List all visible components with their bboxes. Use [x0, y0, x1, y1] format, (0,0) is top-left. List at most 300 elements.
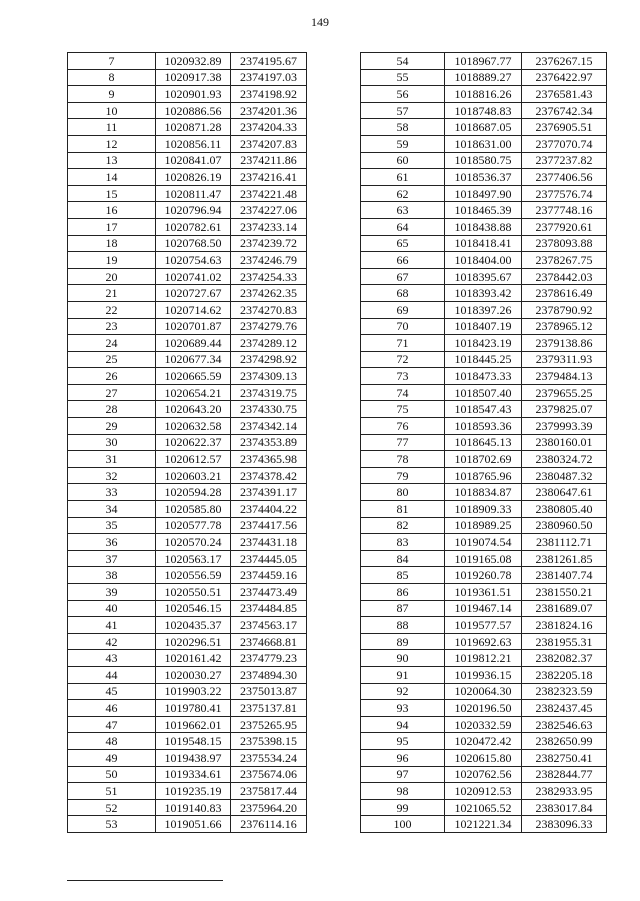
table-row	[361, 683, 607, 700]
x-coordinate-cell: 1020796.94	[156, 202, 231, 219]
x-coordinate-cell: 1020782.61	[156, 218, 231, 235]
x-coordinate-cell: 1018445.25	[445, 351, 522, 368]
point-number-cell: 18	[68, 235, 156, 252]
x-coordinate-cell: 1020594.28	[156, 484, 231, 501]
coordinates-table-right-body	[361, 53, 607, 833]
x-coordinate-cell: 1018397.26	[445, 301, 522, 318]
x-coordinate-cell: 1020727.67	[156, 285, 231, 302]
x-coordinate-cell: 1020622.37	[156, 434, 231, 451]
y-coordinate-cell: 2380487.32	[522, 467, 607, 484]
table-row	[361, 401, 607, 418]
y-coordinate-cell: 2374563.17	[231, 617, 307, 634]
x-coordinate-cell: 1019051.66	[156, 816, 231, 833]
y-coordinate-cell: 2379484.13	[522, 368, 607, 385]
table-row	[361, 816, 607, 833]
footnote-separator	[67, 880, 223, 881]
table-row	[68, 650, 307, 667]
point-number-cell: 28	[68, 401, 156, 418]
table-row	[361, 252, 607, 269]
table-row	[68, 600, 307, 617]
x-coordinate-cell: 1018989.25	[445, 517, 522, 534]
point-number-cell: 94	[361, 716, 445, 733]
x-coordinate-cell: 1018593.36	[445, 418, 522, 435]
x-coordinate-cell: 1020472.42	[445, 733, 522, 750]
point-number-cell: 75	[361, 401, 445, 418]
table-row	[361, 484, 607, 501]
x-coordinate-cell: 1019260.78	[445, 567, 522, 584]
y-coordinate-cell: 2374195.67	[231, 53, 307, 70]
table-row	[361, 783, 607, 800]
table-row	[68, 683, 307, 700]
y-coordinate-cell: 2382750.41	[522, 749, 607, 766]
y-coordinate-cell: 2382082.37	[522, 650, 607, 667]
point-number-cell: 53	[68, 816, 156, 833]
table-row	[361, 799, 607, 816]
x-coordinate-cell: 1019334.61	[156, 766, 231, 783]
x-coordinate-cell: 1020612.57	[156, 451, 231, 468]
table-row	[68, 666, 307, 683]
table-row	[68, 418, 307, 435]
y-coordinate-cell: 2374239.72	[231, 235, 307, 252]
table-row	[68, 766, 307, 783]
y-coordinate-cell: 2376114.16	[231, 816, 307, 833]
point-number-cell: 35	[68, 517, 156, 534]
point-number-cell: 80	[361, 484, 445, 501]
y-coordinate-cell: 2377920.61	[522, 218, 607, 235]
x-coordinate-cell: 1020161.42	[156, 650, 231, 667]
table-row	[361, 733, 607, 750]
point-number-cell: 60	[361, 152, 445, 169]
point-number-cell: 66	[361, 252, 445, 269]
x-coordinate-cell: 1018645.13	[445, 434, 522, 451]
point-number-cell: 74	[361, 384, 445, 401]
x-coordinate-cell: 1018580.75	[445, 152, 522, 169]
coordinates-table-right	[360, 52, 607, 833]
y-coordinate-cell: 2377070.74	[522, 135, 607, 152]
x-coordinate-cell: 1020677.34	[156, 351, 231, 368]
table-row	[361, 666, 607, 683]
y-coordinate-cell: 2383017.84	[522, 799, 607, 816]
point-number-cell: 29	[68, 418, 156, 435]
table-row	[361, 517, 607, 534]
x-coordinate-cell: 1020585.80	[156, 501, 231, 518]
y-coordinate-cell: 2374216.41	[231, 169, 307, 186]
point-number-cell: 12	[68, 135, 156, 152]
point-number-cell: 45	[68, 683, 156, 700]
table-row	[68, 451, 307, 468]
y-coordinate-cell: 2380805.40	[522, 501, 607, 518]
point-number-cell: 8	[68, 69, 156, 86]
point-number-cell: 17	[68, 218, 156, 235]
y-coordinate-cell: 2378267.75	[522, 252, 607, 269]
point-number-cell: 96	[361, 749, 445, 766]
y-coordinate-cell: 2376905.51	[522, 119, 607, 136]
y-coordinate-cell: 2375137.81	[231, 700, 307, 717]
point-number-cell: 90	[361, 650, 445, 667]
point-number-cell: 27	[68, 384, 156, 401]
point-number-cell: 38	[68, 567, 156, 584]
table-row	[68, 235, 307, 252]
point-number-cell: 55	[361, 69, 445, 86]
table-row	[68, 816, 307, 833]
table-row	[68, 401, 307, 418]
x-coordinate-cell: 1020689.44	[156, 335, 231, 352]
y-coordinate-cell: 2375674.06	[231, 766, 307, 783]
table-row	[68, 285, 307, 302]
table-row	[361, 650, 607, 667]
table-row	[68, 351, 307, 368]
x-coordinate-cell: 1020912.53	[445, 783, 522, 800]
y-coordinate-cell: 2374404.22	[231, 501, 307, 518]
table-row	[361, 185, 607, 202]
point-number-cell: 19	[68, 252, 156, 269]
table-row	[68, 550, 307, 567]
y-coordinate-cell: 2374221.48	[231, 185, 307, 202]
point-number-cell: 81	[361, 501, 445, 518]
point-number-cell: 43	[68, 650, 156, 667]
y-coordinate-cell: 2378965.12	[522, 318, 607, 335]
y-coordinate-cell: 2377748.16	[522, 202, 607, 219]
x-coordinate-cell: 1020886.56	[156, 102, 231, 119]
point-number-cell: 15	[68, 185, 156, 202]
x-coordinate-cell: 1020332.59	[445, 716, 522, 733]
table-row	[361, 716, 607, 733]
table-row	[68, 434, 307, 451]
point-number-cell: 7	[68, 53, 156, 70]
point-number-cell: 22	[68, 301, 156, 318]
table-row	[361, 285, 607, 302]
point-number-cell: 34	[68, 501, 156, 518]
x-coordinate-cell: 1020030.27	[156, 666, 231, 683]
table-row	[68, 252, 307, 269]
point-number-cell: 85	[361, 567, 445, 584]
x-coordinate-cell: 1020871.28	[156, 119, 231, 136]
y-coordinate-cell: 2381689.07	[522, 600, 607, 617]
y-coordinate-cell: 2374459.16	[231, 567, 307, 584]
point-number-cell: 11	[68, 119, 156, 136]
point-number-cell: 77	[361, 434, 445, 451]
y-coordinate-cell: 2374445.05	[231, 550, 307, 567]
x-coordinate-cell: 1018393.42	[445, 285, 522, 302]
y-coordinate-cell: 2374207.83	[231, 135, 307, 152]
y-coordinate-cell: 2374779.23	[231, 650, 307, 667]
y-coordinate-cell: 2374197.03	[231, 69, 307, 86]
table-row	[361, 351, 607, 368]
y-coordinate-cell: 2380160.01	[522, 434, 607, 451]
table-row	[361, 501, 607, 518]
table-row	[361, 600, 607, 617]
x-coordinate-cell: 1019165.08	[445, 550, 522, 567]
y-coordinate-cell: 2374198.92	[231, 86, 307, 103]
table-row	[68, 268, 307, 285]
y-coordinate-cell: 2374365.98	[231, 451, 307, 468]
table-row	[68, 700, 307, 717]
table-row	[361, 534, 607, 551]
y-coordinate-cell: 2382546.63	[522, 716, 607, 733]
table-row	[361, 567, 607, 584]
table-row	[361, 152, 607, 169]
table-row	[68, 335, 307, 352]
y-coordinate-cell: 2381112.71	[522, 534, 607, 551]
x-coordinate-cell: 1020714.62	[156, 301, 231, 318]
table-row	[361, 434, 607, 451]
x-coordinate-cell: 1018889.27	[445, 69, 522, 86]
table-row	[68, 384, 307, 401]
x-coordinate-cell: 1020917.38	[156, 69, 231, 86]
x-coordinate-cell: 1018418.41	[445, 235, 522, 252]
coordinates-table-left-body	[68, 53, 307, 833]
y-coordinate-cell: 2375534.24	[231, 749, 307, 766]
x-coordinate-cell: 1020643.20	[156, 401, 231, 418]
x-coordinate-cell: 1020546.15	[156, 600, 231, 617]
x-coordinate-cell: 1020603.21	[156, 467, 231, 484]
y-coordinate-cell: 2377406.56	[522, 169, 607, 186]
point-number-cell: 79	[361, 467, 445, 484]
y-coordinate-cell: 2374473.49	[231, 584, 307, 601]
point-number-cell: 63	[361, 202, 445, 219]
table-row	[68, 53, 307, 70]
point-number-cell: 51	[68, 783, 156, 800]
point-number-cell: 67	[361, 268, 445, 285]
point-number-cell: 56	[361, 86, 445, 103]
point-number-cell: 57	[361, 102, 445, 119]
y-coordinate-cell: 2375265.95	[231, 716, 307, 733]
x-coordinate-cell: 1020577.78	[156, 517, 231, 534]
point-number-cell: 32	[68, 467, 156, 484]
point-number-cell: 26	[68, 368, 156, 385]
table-row	[361, 700, 607, 717]
point-number-cell: 69	[361, 301, 445, 318]
y-coordinate-cell: 2378093.88	[522, 235, 607, 252]
point-number-cell: 10	[68, 102, 156, 119]
table-row	[361, 368, 607, 385]
table-row	[68, 368, 307, 385]
x-coordinate-cell: 1019692.63	[445, 633, 522, 650]
x-coordinate-cell: 1018834.87	[445, 484, 522, 501]
y-coordinate-cell: 2375013.87	[231, 683, 307, 700]
y-coordinate-cell: 2374262.35	[231, 285, 307, 302]
x-coordinate-cell: 1018465.39	[445, 202, 522, 219]
table-row	[68, 185, 307, 202]
table-row	[68, 301, 307, 318]
y-coordinate-cell: 2382933.95	[522, 783, 607, 800]
table-row	[361, 584, 607, 601]
y-coordinate-cell: 2380324.72	[522, 451, 607, 468]
point-number-cell: 48	[68, 733, 156, 750]
x-coordinate-cell: 1020615.80	[445, 749, 522, 766]
x-coordinate-cell: 1018967.77	[445, 53, 522, 70]
table-row	[361, 235, 607, 252]
y-coordinate-cell: 2380647.61	[522, 484, 607, 501]
y-coordinate-cell: 2374254.33	[231, 268, 307, 285]
point-number-cell: 98	[361, 783, 445, 800]
x-coordinate-cell: 1020556.59	[156, 567, 231, 584]
y-coordinate-cell: 2374431.18	[231, 534, 307, 551]
point-number-cell: 41	[68, 617, 156, 634]
table-row	[361, 301, 607, 318]
y-coordinate-cell: 2382323.59	[522, 683, 607, 700]
point-number-cell: 33	[68, 484, 156, 501]
y-coordinate-cell: 2377576.74	[522, 185, 607, 202]
y-coordinate-cell: 2374668.81	[231, 633, 307, 650]
y-coordinate-cell: 2375817.44	[231, 783, 307, 800]
point-number-cell: 89	[361, 633, 445, 650]
table-row	[68, 716, 307, 733]
point-number-cell: 46	[68, 700, 156, 717]
x-coordinate-cell: 1020064.30	[445, 683, 522, 700]
point-number-cell: 58	[361, 119, 445, 136]
x-coordinate-cell: 1020901.93	[156, 86, 231, 103]
y-coordinate-cell: 2378790.92	[522, 301, 607, 318]
x-coordinate-cell: 1019812.21	[445, 650, 522, 667]
point-number-cell: 54	[361, 53, 445, 70]
point-number-cell: 62	[361, 185, 445, 202]
point-number-cell: 31	[68, 451, 156, 468]
x-coordinate-cell: 1018497.90	[445, 185, 522, 202]
y-coordinate-cell: 2383096.33	[522, 816, 607, 833]
table-row	[68, 783, 307, 800]
y-coordinate-cell: 2374279.76	[231, 318, 307, 335]
table-row	[68, 733, 307, 750]
y-coordinate-cell: 2382437.45	[522, 700, 607, 717]
point-number-cell: 73	[361, 368, 445, 385]
table-row	[361, 451, 607, 468]
point-number-cell: 86	[361, 584, 445, 601]
table-row	[68, 517, 307, 534]
y-coordinate-cell: 2376422.97	[522, 69, 607, 86]
y-coordinate-cell: 2374417.56	[231, 517, 307, 534]
x-coordinate-cell: 1018909.33	[445, 501, 522, 518]
point-number-cell: 64	[361, 218, 445, 235]
x-coordinate-cell: 1018473.33	[445, 368, 522, 385]
y-coordinate-cell: 2379655.25	[522, 384, 607, 401]
table-row	[361, 617, 607, 634]
y-coordinate-cell: 2375964.20	[231, 799, 307, 816]
x-coordinate-cell: 1018765.96	[445, 467, 522, 484]
table-row	[68, 584, 307, 601]
table-row	[68, 135, 307, 152]
point-number-cell: 65	[361, 235, 445, 252]
y-coordinate-cell: 2382650.99	[522, 733, 607, 750]
point-number-cell: 36	[68, 534, 156, 551]
y-coordinate-cell: 2374246.79	[231, 252, 307, 269]
x-coordinate-cell: 1019903.22	[156, 683, 231, 700]
table-row	[68, 484, 307, 501]
x-coordinate-cell: 1019936.15	[445, 666, 522, 683]
y-coordinate-cell: 2382844.77	[522, 766, 607, 783]
point-number-cell: 50	[68, 766, 156, 783]
table-row	[68, 69, 307, 86]
table-row	[361, 467, 607, 484]
x-coordinate-cell: 1020762.56	[445, 766, 522, 783]
table-row	[361, 169, 607, 186]
point-number-cell: 21	[68, 285, 156, 302]
x-coordinate-cell: 1020701.87	[156, 318, 231, 335]
point-number-cell: 14	[68, 169, 156, 186]
x-coordinate-cell: 1020296.51	[156, 633, 231, 650]
x-coordinate-cell: 1018395.67	[445, 268, 522, 285]
y-coordinate-cell: 2374319.75	[231, 384, 307, 401]
y-coordinate-cell: 2374342.14	[231, 418, 307, 435]
x-coordinate-cell: 1020741.02	[156, 268, 231, 285]
table-row	[68, 152, 307, 169]
x-coordinate-cell: 1018702.69	[445, 451, 522, 468]
y-coordinate-cell: 2375398.15	[231, 733, 307, 750]
x-coordinate-cell: 1021221.34	[445, 816, 522, 833]
point-number-cell: 52	[68, 799, 156, 816]
y-coordinate-cell: 2374298.92	[231, 351, 307, 368]
y-coordinate-cell: 2374201.36	[231, 102, 307, 119]
y-coordinate-cell: 2381407.74	[522, 567, 607, 584]
point-number-cell: 71	[361, 335, 445, 352]
table-row	[361, 69, 607, 86]
point-number-cell: 88	[361, 617, 445, 634]
point-number-cell: 30	[68, 434, 156, 451]
table-row	[361, 335, 607, 352]
point-number-cell: 100	[361, 816, 445, 833]
point-number-cell: 95	[361, 733, 445, 750]
x-coordinate-cell: 1020196.50	[445, 700, 522, 717]
x-coordinate-cell: 1019438.97	[156, 749, 231, 766]
x-coordinate-cell: 1021065.52	[445, 799, 522, 816]
x-coordinate-cell: 1020841.07	[156, 152, 231, 169]
table-row	[361, 268, 607, 285]
point-number-cell: 25	[68, 351, 156, 368]
x-coordinate-cell: 1019361.51	[445, 584, 522, 601]
point-number-cell: 49	[68, 749, 156, 766]
y-coordinate-cell: 2381550.21	[522, 584, 607, 601]
x-coordinate-cell: 1018438.88	[445, 218, 522, 235]
point-number-cell: 39	[68, 584, 156, 601]
point-number-cell: 91	[361, 666, 445, 683]
y-coordinate-cell: 2376267.15	[522, 53, 607, 70]
x-coordinate-cell: 1018536.37	[445, 169, 522, 186]
y-coordinate-cell: 2379138.86	[522, 335, 607, 352]
x-coordinate-cell: 1020563.17	[156, 550, 231, 567]
x-coordinate-cell: 1019662.01	[156, 716, 231, 733]
table-row	[361, 550, 607, 567]
x-coordinate-cell: 1019140.83	[156, 799, 231, 816]
point-number-cell: 99	[361, 799, 445, 816]
y-coordinate-cell: 2374233.14	[231, 218, 307, 235]
point-number-cell: 44	[68, 666, 156, 683]
table-row	[68, 318, 307, 335]
point-number-cell: 78	[361, 451, 445, 468]
table-row	[68, 501, 307, 518]
y-coordinate-cell: 2378442.03	[522, 268, 607, 285]
point-number-cell: 9	[68, 86, 156, 103]
table-row	[361, 633, 607, 650]
x-coordinate-cell: 1020811.47	[156, 185, 231, 202]
point-number-cell: 76	[361, 418, 445, 435]
table-row	[68, 86, 307, 103]
y-coordinate-cell: 2379993.39	[522, 418, 607, 435]
point-number-cell: 59	[361, 135, 445, 152]
point-number-cell: 97	[361, 766, 445, 783]
table-row	[68, 202, 307, 219]
table-row	[361, 202, 607, 219]
point-number-cell: 92	[361, 683, 445, 700]
table-row	[361, 318, 607, 335]
point-number-cell: 42	[68, 633, 156, 650]
x-coordinate-cell: 1018507.40	[445, 384, 522, 401]
page-number: 149	[311, 15, 329, 29]
table-row	[361, 384, 607, 401]
x-coordinate-cell: 1018816.26	[445, 86, 522, 103]
point-number-cell: 93	[361, 700, 445, 717]
table-row	[68, 534, 307, 551]
point-number-cell: 68	[361, 285, 445, 302]
